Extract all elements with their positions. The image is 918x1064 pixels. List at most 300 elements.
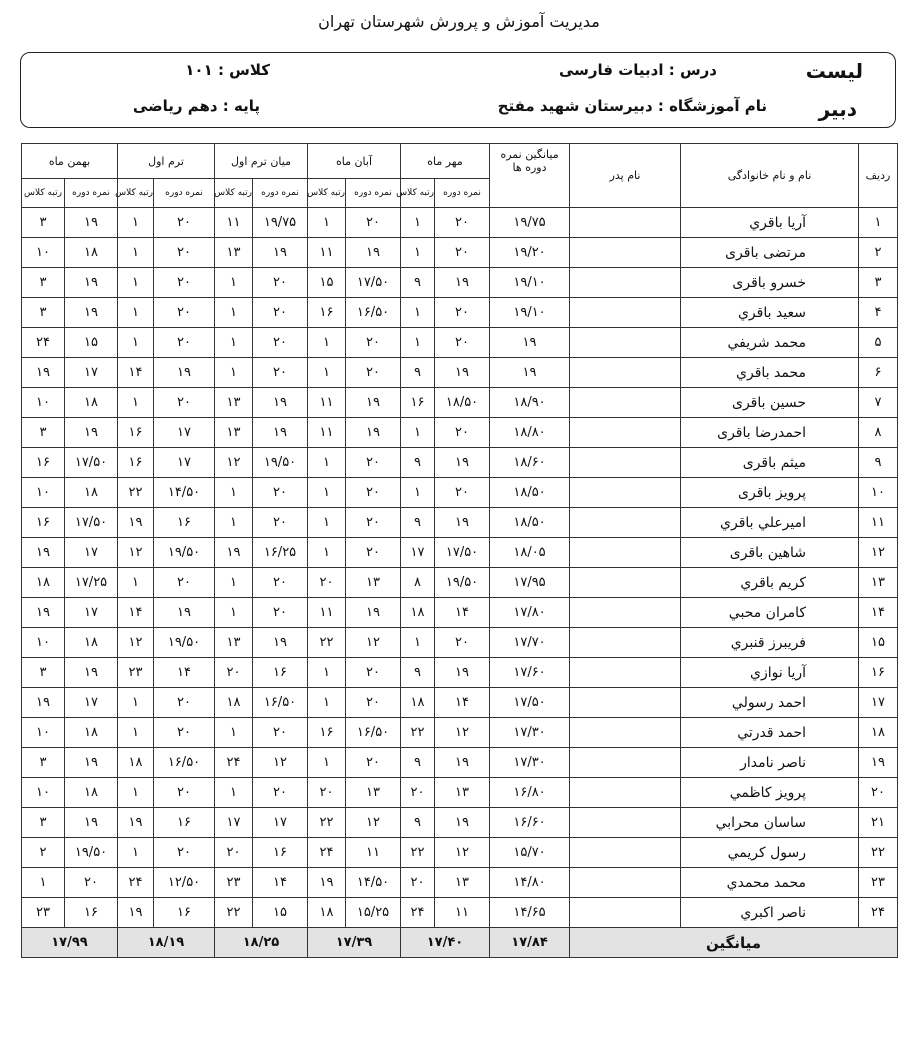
score-cell: ۱۴: [435, 688, 490, 718]
rank-cell: ۱۹: [308, 868, 346, 898]
score-cell: ۱۹: [346, 238, 401, 268]
score-cell: ۱۴/۵۰: [154, 478, 215, 508]
father-name-cell: [570, 538, 681, 568]
score-cell: ۱۳: [435, 778, 490, 808]
rank-cell: ۱: [118, 388, 154, 418]
period-average-cell: ۱۷/۷۰: [490, 628, 570, 658]
header-period-3: میان ترم اول: [215, 144, 308, 179]
score-cell: ۲۰: [435, 238, 490, 268]
rank-cell: ۱: [215, 358, 253, 388]
student-name-cell: میثم باقری: [681, 448, 859, 478]
score-cell: ۱۲: [346, 808, 401, 838]
score-cell: ۱۶: [65, 898, 118, 928]
score-cell: ۱۷: [65, 538, 118, 568]
rank-cell: ۲۲: [308, 808, 346, 838]
score-cell: ۱۸: [65, 238, 118, 268]
table-row: [22, 478, 898, 508]
score-cell: ۱۹: [154, 598, 215, 628]
father-name-cell: [570, 238, 681, 268]
rank-cell: ۳: [22, 268, 65, 298]
father-name-cell: [570, 208, 681, 238]
rank-cell: ۱: [308, 328, 346, 358]
rank-cell: ۱: [118, 718, 154, 748]
rank-cell: ۱۳: [215, 418, 253, 448]
score-cell: ۱۷: [154, 418, 215, 448]
subheader-rank: رتبه کلاس: [22, 179, 65, 208]
rank-cell: ۱: [215, 508, 253, 538]
rank-cell: ۳: [22, 748, 65, 778]
subheader-rank: رتبه کلاس: [118, 179, 154, 208]
rank-cell: ۲۴: [401, 898, 435, 928]
score-cell: ۲۰: [154, 238, 215, 268]
rank-cell: ۱: [118, 778, 154, 808]
rank-cell: ۹: [401, 658, 435, 688]
score-cell: ۱۶: [253, 838, 308, 868]
score-cell: ۱۷/۵۰: [435, 538, 490, 568]
rank-cell: ۲۰: [401, 778, 435, 808]
period-average-cell: ۱۴/۸۰: [490, 868, 570, 898]
info-box: [20, 52, 896, 128]
score-cell: ۱۹: [346, 388, 401, 418]
period-average-cell: ۱۷/۳۰: [490, 748, 570, 778]
rank-cell: ۱۰: [22, 238, 65, 268]
row-number-cell: ۲۴: [859, 898, 898, 928]
score-cell: ۱۶/۵۰: [253, 688, 308, 718]
score-cell: ۱۷: [253, 808, 308, 838]
rank-cell: ۱: [308, 358, 346, 388]
rank-cell: ۱: [401, 208, 435, 238]
father-name-cell: [570, 328, 681, 358]
rank-cell: ۱: [308, 508, 346, 538]
father-name-cell: [570, 448, 681, 478]
father-name-cell: [570, 418, 681, 448]
header-period-2: آبان ماه: [308, 144, 401, 179]
rank-cell: ۲۲: [118, 478, 154, 508]
row-number-cell: ۱۷: [859, 688, 898, 718]
period-average-cell: ۱۷/۳۰: [490, 718, 570, 748]
score-cell: ۲۰: [435, 328, 490, 358]
rank-cell: ۱: [22, 868, 65, 898]
rank-cell: ۱: [308, 478, 346, 508]
rank-cell: ۱۹: [118, 898, 154, 928]
rank-cell: ۲۰: [308, 568, 346, 598]
student-name-cell: محمد محمدي: [681, 868, 859, 898]
score-cell: ۲۰: [346, 448, 401, 478]
row-number-cell: ۱۵: [859, 628, 898, 658]
score-cell: ۱۶: [154, 898, 215, 928]
class-info: کلاس : ۱۰۱: [185, 61, 270, 79]
score-cell: ۱۳: [346, 778, 401, 808]
score-cell: ۱۶: [154, 508, 215, 538]
table-row: [22, 568, 898, 598]
score-cell: ۱۹: [435, 268, 490, 298]
father-name-cell: [570, 718, 681, 748]
row-number-cell: ۵: [859, 328, 898, 358]
table-row: [22, 388, 898, 418]
score-cell: ۲۰: [154, 388, 215, 418]
score-cell: ۲۰: [435, 298, 490, 328]
header-row-number: ردیف: [859, 144, 898, 208]
rank-cell: ۹: [401, 808, 435, 838]
student-name-cell: احمد قدرتي: [681, 718, 859, 748]
score-cell: ۱۹/۵۰: [435, 568, 490, 598]
rank-cell: ۲۳: [118, 658, 154, 688]
score-cell: ۲۰: [253, 508, 308, 538]
student-name-cell: محمد شریفي: [681, 328, 859, 358]
row-number-cell: ۲۱: [859, 808, 898, 838]
score-cell: ۱۲: [435, 718, 490, 748]
father-name-cell: [570, 358, 681, 388]
score-cell: ۱۱: [435, 898, 490, 928]
score-cell: ۲۰: [253, 328, 308, 358]
father-name-cell: [570, 808, 681, 838]
rank-cell: ۱۸: [118, 748, 154, 778]
table-row: [22, 208, 898, 238]
rank-cell: ۱۷: [215, 808, 253, 838]
rank-cell: ۱: [215, 778, 253, 808]
rank-cell: ۱۰: [22, 388, 65, 418]
rank-cell: ۲: [22, 838, 65, 868]
rank-cell: ۱۴: [118, 598, 154, 628]
subheader-score: نمره دوره: [253, 179, 308, 208]
score-cell: ۱۹: [65, 418, 118, 448]
score-cell: ۱۲: [435, 838, 490, 868]
rank-cell: ۱: [215, 718, 253, 748]
father-name-cell: [570, 598, 681, 628]
rank-cell: ۱: [215, 328, 253, 358]
table-row: [22, 778, 898, 808]
footer-period-4-average: ۱۸/۱۹: [118, 928, 215, 958]
rank-cell: ۱۹: [215, 538, 253, 568]
rank-cell: ۱: [308, 748, 346, 778]
rank-cell: ۲۳: [22, 898, 65, 928]
period-average-cell: ۱۸/۵۰: [490, 478, 570, 508]
score-cell: ۲۰: [253, 478, 308, 508]
row-number-cell: ۱: [859, 208, 898, 238]
score-cell: ۱۷/۲۵: [65, 568, 118, 598]
rank-cell: ۱۹: [118, 508, 154, 538]
rank-cell: ۱: [308, 658, 346, 688]
student-name-cell: محمد باقري: [681, 358, 859, 388]
score-cell: ۱۷/۵۰: [65, 448, 118, 478]
rank-cell: ۱: [118, 838, 154, 868]
footer-period-3-average: ۱۸/۲۵: [215, 928, 308, 958]
rank-cell: ۱۸: [22, 568, 65, 598]
rank-cell: ۱۱: [308, 388, 346, 418]
rank-cell: ۲۰: [215, 658, 253, 688]
rank-cell: ۱۱: [215, 208, 253, 238]
table-row: [22, 238, 898, 268]
score-cell: ۱۹: [65, 208, 118, 238]
row-number-cell: ۴: [859, 298, 898, 328]
rank-cell: ۲۴: [308, 838, 346, 868]
table-row: [22, 748, 898, 778]
rank-cell: ۲۴: [22, 328, 65, 358]
rank-cell: ۱۲: [215, 448, 253, 478]
header-period-5: بهمن ماه: [22, 144, 118, 179]
rank-cell: ۳: [22, 658, 65, 688]
row-number-cell: ۱۴: [859, 598, 898, 628]
score-cell: ۲۰: [253, 598, 308, 628]
footer-period-1-average: ۱۷/۴۰: [401, 928, 490, 958]
father-name-cell: [570, 508, 681, 538]
rank-cell: ۱: [215, 568, 253, 598]
score-cell: ۱۹: [253, 628, 308, 658]
student-name-cell: خسرو باقری: [681, 268, 859, 298]
row-number-cell: ۱۳: [859, 568, 898, 598]
grade-info: پایه : دهم ریاضی: [132, 97, 260, 115]
score-cell: ۱۴/۵۰: [346, 868, 401, 898]
row-number-cell: ۲۰: [859, 778, 898, 808]
rank-cell: ۱: [118, 328, 154, 358]
table-row: [22, 328, 898, 358]
score-cell: ۱۹: [65, 748, 118, 778]
score-cell: ۲۰: [346, 538, 401, 568]
rank-cell: ۹: [401, 748, 435, 778]
period-average-cell: ۱۸/۹۰: [490, 388, 570, 418]
rank-cell: ۲۲: [401, 838, 435, 868]
student-name-cell: ناصر اکبري: [681, 898, 859, 928]
table-row: [22, 868, 898, 898]
score-cell: ۲۰: [346, 328, 401, 358]
period-average-cell: ۱۹/۷۵: [490, 208, 570, 238]
header-period-average: میانگین نمره دوره ها: [490, 144, 570, 208]
score-cell: ۲۰: [346, 358, 401, 388]
score-cell: ۲۰: [253, 568, 308, 598]
score-cell: ۱۸/۵۰: [435, 388, 490, 418]
score-cell: ۱۹: [65, 808, 118, 838]
period-average-cell: ۱۸/۸۰: [490, 418, 570, 448]
rank-cell: ۱۷: [401, 538, 435, 568]
period-average-cell: ۱۵/۷۰: [490, 838, 570, 868]
score-cell: ۲۰: [65, 868, 118, 898]
rank-cell: ۱۸: [215, 688, 253, 718]
period-average-cell: ۱۹/۱۰: [490, 268, 570, 298]
score-cell: ۲۰: [154, 718, 215, 748]
score-cell: ۲۰: [154, 268, 215, 298]
subheader-score: نمره دوره: [435, 179, 490, 208]
score-cell: ۱۱: [346, 838, 401, 868]
header-full-name: نام و نام خانوادگی: [681, 144, 859, 208]
row-number-cell: ۶: [859, 358, 898, 388]
row-number-cell: ۱۹: [859, 748, 898, 778]
subheader-score: نمره دوره: [65, 179, 118, 208]
score-cell: ۲۰: [154, 688, 215, 718]
period-average-cell: ۱۹/۲۰: [490, 238, 570, 268]
rank-cell: ۱۲: [118, 538, 154, 568]
score-cell: ۱۹: [346, 598, 401, 628]
page-title: مدیریت آموزش و پرورش شهرستان تهران: [318, 12, 600, 31]
rank-cell: ۱: [308, 538, 346, 568]
rank-cell: ۱۴: [118, 358, 154, 388]
score-cell: ۱۹/۵۰: [154, 538, 215, 568]
rank-cell: ۱۸: [401, 688, 435, 718]
score-cell: ۲۰: [154, 298, 215, 328]
table-row: [22, 898, 898, 928]
period-average-cell: ۱۹: [490, 328, 570, 358]
rank-cell: ۱۳: [215, 238, 253, 268]
rank-cell: ۳: [22, 298, 65, 328]
score-cell: ۲۰: [346, 508, 401, 538]
father-name-cell: [570, 628, 681, 658]
period-average-cell: ۱۴/۶۵: [490, 898, 570, 928]
subheader-rank: رتبه کلاس: [401, 179, 435, 208]
rank-cell: ۱: [215, 298, 253, 328]
rank-cell: ۲۲: [308, 628, 346, 658]
score-cell: ۲۰: [154, 328, 215, 358]
score-cell: ۱۹: [435, 508, 490, 538]
row-number-cell: ۲۳: [859, 868, 898, 898]
score-cell: ۱۵: [65, 328, 118, 358]
student-name-cell: احمد رسولي: [681, 688, 859, 718]
rank-cell: ۱: [215, 478, 253, 508]
rank-cell: ۸: [401, 568, 435, 598]
score-cell: ۱۶/۵۰: [154, 748, 215, 778]
score-cell: ۱۹: [435, 358, 490, 388]
table-row: [22, 628, 898, 658]
rank-cell: ۱: [118, 568, 154, 598]
score-cell: ۱۷: [154, 448, 215, 478]
score-cell: ۱۹: [253, 238, 308, 268]
period-average-cell: ۱۶/۶۰: [490, 808, 570, 838]
score-cell: ۱۹: [253, 388, 308, 418]
score-cell: ۱۹/۵۰: [65, 838, 118, 868]
table-row: [22, 688, 898, 718]
score-cell: ۲۰: [346, 748, 401, 778]
grades-table: [21, 143, 898, 958]
rank-cell: ۱۶: [308, 718, 346, 748]
rank-cell: ۹: [401, 268, 435, 298]
score-cell: ۱۹: [65, 298, 118, 328]
score-cell: ۱۶: [253, 658, 308, 688]
score-cell: ۲۰: [346, 478, 401, 508]
rank-cell: ۱۲: [118, 628, 154, 658]
rank-cell: ۱۰: [22, 478, 65, 508]
score-cell: ۱۷: [65, 598, 118, 628]
rank-cell: ۱۹: [22, 688, 65, 718]
period-average-cell: ۱۸/۰۵: [490, 538, 570, 568]
student-name-cell: آریا باقري: [681, 208, 859, 238]
row-number-cell: ۳: [859, 268, 898, 298]
father-name-cell: [570, 898, 681, 928]
student-name-cell: شاهین باقری: [681, 538, 859, 568]
score-cell: ۱۸: [65, 718, 118, 748]
score-cell: ۲۰: [253, 298, 308, 328]
table-row: [22, 268, 898, 298]
rank-cell: ۲۴: [118, 868, 154, 898]
rank-cell: ۱۹: [22, 358, 65, 388]
score-cell: ۲۰: [346, 208, 401, 238]
period-average-cell: ۱۹/۱۰: [490, 298, 570, 328]
subject-info: درس : ادبیات فارسی: [558, 61, 717, 79]
father-name-cell: [570, 388, 681, 418]
row-number-cell: ۲۲: [859, 838, 898, 868]
student-name-cell: پرویز باقری: [681, 478, 859, 508]
score-cell: ۱۹/۵۰: [154, 628, 215, 658]
score-cell: ۱۳: [346, 568, 401, 598]
father-name-cell: [570, 868, 681, 898]
rank-cell: ۱۰: [22, 628, 65, 658]
rank-cell: ۱: [401, 418, 435, 448]
score-cell: ۱۷: [65, 688, 118, 718]
score-cell: ۱۸: [65, 478, 118, 508]
father-name-cell: [570, 478, 681, 508]
father-name-cell: [570, 298, 681, 328]
rank-cell: ۱: [401, 478, 435, 508]
score-cell: ۲۰: [154, 778, 215, 808]
score-cell: ۲۰: [154, 568, 215, 598]
rank-cell: ۱۰: [22, 718, 65, 748]
rank-cell: ۳: [22, 418, 65, 448]
rank-cell: ۱۱: [308, 598, 346, 628]
score-cell: ۲۰: [253, 778, 308, 808]
score-cell: ۱۴: [154, 658, 215, 688]
score-cell: ۲۰: [435, 208, 490, 238]
footer-period-5-average: ۱۷/۹۹: [22, 928, 118, 958]
score-cell: ۱۹: [435, 448, 490, 478]
score-cell: ۲۰: [435, 628, 490, 658]
score-cell: ۲۰: [154, 208, 215, 238]
table-row: [22, 598, 898, 628]
rank-cell: ۱۱: [308, 238, 346, 268]
row-number-cell: ۱۱: [859, 508, 898, 538]
rank-cell: ۱۹: [22, 598, 65, 628]
father-name-cell: [570, 838, 681, 868]
student-name-cell: کریم باقري: [681, 568, 859, 598]
school-info: نام آموزشگاه : دبیرستان شهید مفتح: [497, 97, 767, 115]
rank-cell: ۱۳: [215, 628, 253, 658]
header-period-1: مهر ماه: [401, 144, 490, 179]
score-cell: ۲۰: [346, 688, 401, 718]
rank-cell: ۲۲: [215, 898, 253, 928]
table-row: [22, 298, 898, 328]
rank-cell: ۹: [401, 448, 435, 478]
row-number-cell: ۱۲: [859, 538, 898, 568]
rank-cell: ۱: [308, 688, 346, 718]
table-row: [22, 418, 898, 448]
rank-cell: ۱۶: [118, 418, 154, 448]
footer-overall-average: ۱۷/۸۴: [490, 928, 570, 958]
table-row: [22, 718, 898, 748]
rank-cell: ۲۰: [215, 838, 253, 868]
rank-cell: ۱: [401, 328, 435, 358]
subheader-score: نمره دوره: [154, 179, 215, 208]
score-cell: ۱۶/۲۵: [253, 538, 308, 568]
footer-average-label: میانگین: [570, 928, 898, 958]
rank-cell: ۱۶: [118, 448, 154, 478]
father-name-cell: [570, 568, 681, 598]
row-number-cell: ۱۸: [859, 718, 898, 748]
rank-cell: ۱۰: [22, 778, 65, 808]
subheader-score: نمره دوره: [346, 179, 401, 208]
period-average-cell: ۱۹: [490, 358, 570, 388]
score-cell: ۱۹: [435, 808, 490, 838]
rank-cell: ۲۴: [215, 748, 253, 778]
rank-cell: ۲۰: [308, 778, 346, 808]
rank-cell: ۱۸: [308, 898, 346, 928]
rank-cell: ۱۸: [401, 598, 435, 628]
rank-cell: ۲۳: [215, 868, 253, 898]
rank-cell: ۱: [215, 268, 253, 298]
score-cell: ۱۲: [253, 748, 308, 778]
subheader-rank: رتبه کلاس: [215, 179, 253, 208]
score-cell: ۱۸: [65, 388, 118, 418]
period-average-cell: ۱۷/۶۰: [490, 658, 570, 688]
teacher-label: دبیر: [818, 97, 857, 121]
score-cell: ۲۰: [346, 658, 401, 688]
father-name-cell: [570, 268, 681, 298]
rank-cell: ۱: [401, 628, 435, 658]
